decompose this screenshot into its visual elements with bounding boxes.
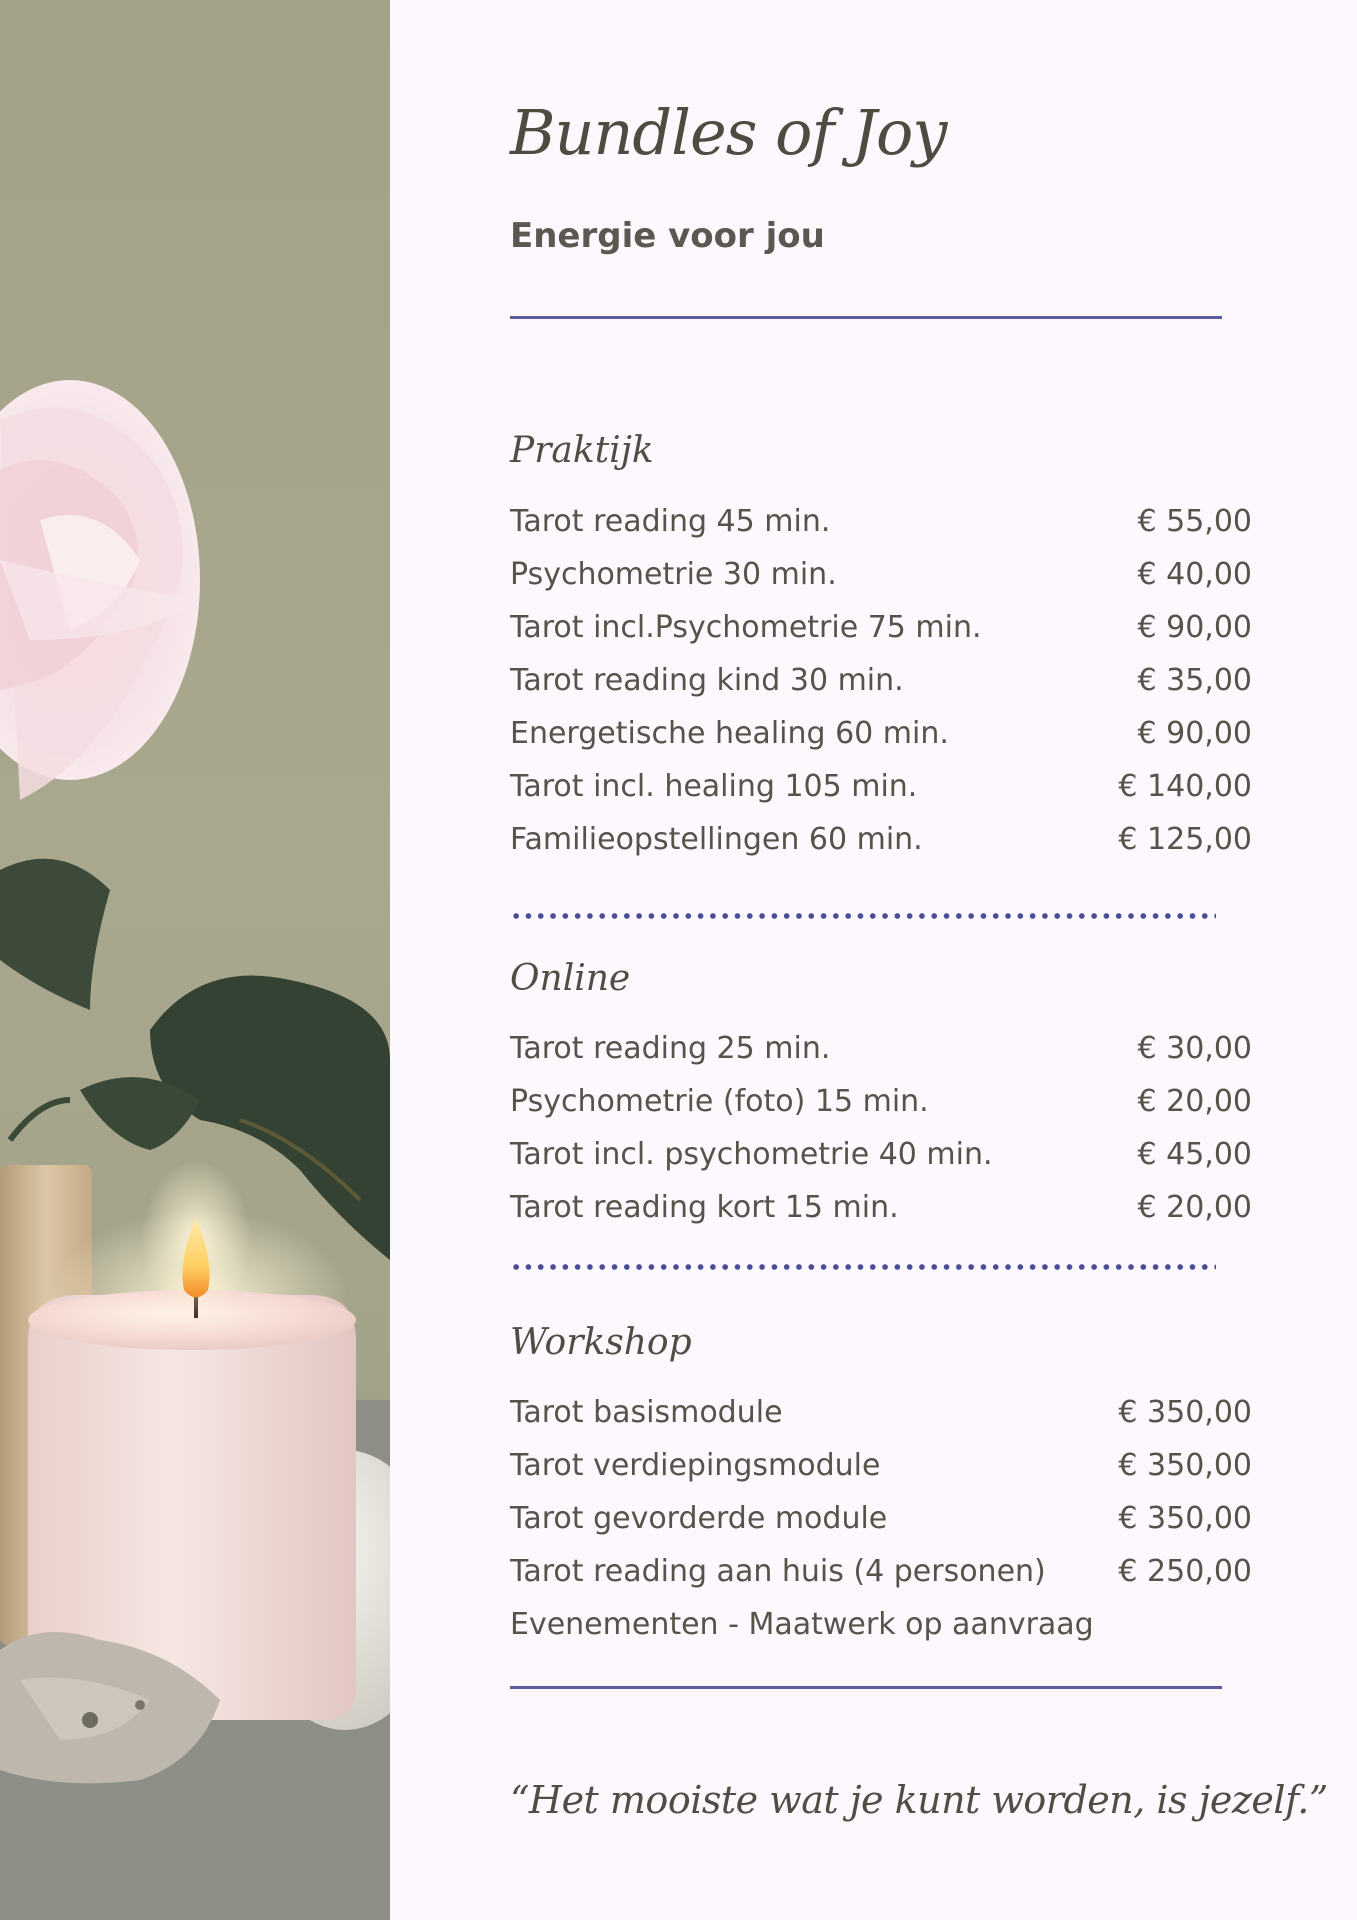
list-item <box>510 1188 1252 1241</box>
item-price: € 40,00 <box>1137 557 1252 592</box>
item-name: Familieopstellingen 60 min. <box>510 822 923 857</box>
online-price-list <box>510 1029 1252 1241</box>
item-name: Tarot verdiepingsmodule <box>510 1448 881 1483</box>
section-divider <box>510 1264 1216 1270</box>
item-name: Tarot reading aan huis (4 personen) <box>510 1554 1046 1589</box>
item-name: Tarot gevorderde module <box>510 1501 888 1536</box>
item-price: € 125,00 <box>1118 822 1252 857</box>
list-item <box>510 555 1252 608</box>
item-name: Tarot reading kort 15 min. <box>510 1190 899 1225</box>
item-price: € 250,00 <box>1118 1554 1252 1589</box>
item-name: Psychometrie (foto) 15 min. <box>510 1084 929 1119</box>
list-item <box>510 1135 1252 1188</box>
item-price: € 20,00 <box>1137 1084 1252 1119</box>
list-item <box>510 820 1252 873</box>
section-title-online: Online <box>510 958 631 999</box>
praktijk-price-list <box>510 502 1252 873</box>
list-item <box>510 1605 1252 1658</box>
list-item <box>510 1393 1252 1446</box>
list-item <box>510 714 1252 767</box>
list-item <box>510 661 1252 714</box>
list-item <box>510 1029 1252 1082</box>
decorative-photo <box>0 0 390 1920</box>
top-divider <box>510 316 1222 319</box>
quote-text: “Het mooiste wat je kunt worden, is jezelf.” <box>510 1778 1328 1822</box>
bottom-divider <box>510 1686 1222 1689</box>
list-item <box>510 1499 1252 1552</box>
item-name: Energetische healing 60 min. <box>510 716 949 751</box>
list-item <box>510 502 1252 555</box>
item-price: € 350,00 <box>1118 1395 1252 1430</box>
list-item <box>510 608 1252 661</box>
item-price: € 55,00 <box>1137 504 1252 539</box>
item-name: Tarot incl.Psychometrie 75 min. <box>510 610 982 645</box>
list-item <box>510 1446 1252 1499</box>
item-name: Evenementen - Maatwerk op aanvraag <box>510 1607 1094 1642</box>
item-name: Tarot reading 45 min. <box>510 504 831 539</box>
item-name: Tarot reading 25 min. <box>510 1031 831 1066</box>
item-name: Tarot incl. psychometrie 40 min. <box>510 1137 993 1172</box>
item-name: Tarot reading kind 30 min. <box>510 663 904 698</box>
list-item <box>510 1552 1252 1605</box>
section-title-workshop: Workshop <box>510 1322 692 1363</box>
item-price: € 30,00 <box>1137 1031 1252 1066</box>
flower-image <box>0 380 200 800</box>
page-title: Bundles of Joy <box>510 96 947 169</box>
item-price: € 350,00 <box>1118 1448 1252 1483</box>
section-title-praktijk: Praktijk <box>510 430 654 471</box>
item-name: Psychometrie 30 min. <box>510 557 837 592</box>
item-price: € 90,00 <box>1137 716 1252 751</box>
item-price: € 350,00 <box>1118 1501 1252 1536</box>
item-price: € 90,00 <box>1137 610 1252 645</box>
flame-image <box>141 1160 251 1320</box>
section-divider <box>510 913 1216 919</box>
photo-illustration <box>0 0 390 1920</box>
item-name: Tarot incl. healing 105 min. <box>510 769 918 804</box>
list-item <box>510 767 1252 820</box>
item-price: € 35,00 <box>1137 663 1252 698</box>
page-subtitle: Energie voor jou <box>510 216 825 256</box>
item-name: Tarot basismodule <box>510 1395 783 1430</box>
list-item <box>510 1082 1252 1135</box>
item-price: € 45,00 <box>1137 1137 1252 1172</box>
item-price: € 140,00 <box>1118 769 1252 804</box>
item-price: € 20,00 <box>1137 1190 1252 1225</box>
workshop-price-list <box>510 1393 1252 1658</box>
